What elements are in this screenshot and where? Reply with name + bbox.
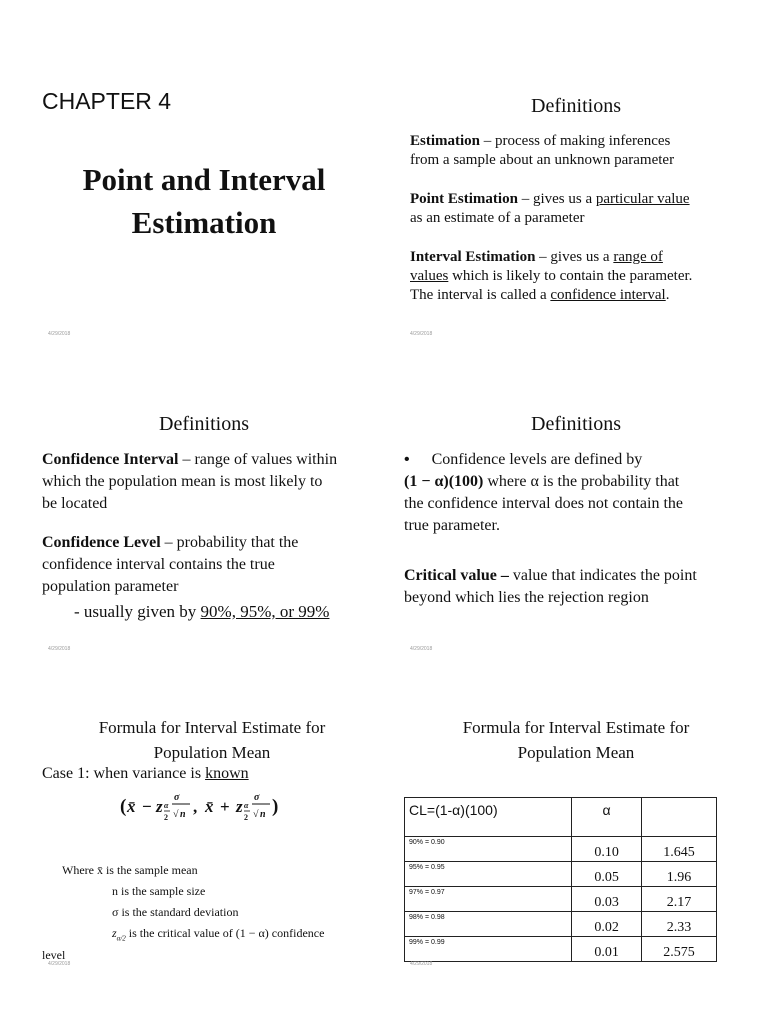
where-item: Where x̄ is the sample mean xyxy=(62,863,198,877)
svg-text:α: α xyxy=(244,801,249,810)
definition-text: – probability that the xyxy=(160,534,299,551)
estimation-definition xyxy=(410,132,750,170)
definition-text: value that indicates the point xyxy=(508,567,697,584)
cell-cl: 95% = 0.95 xyxy=(405,862,572,887)
definition-text: the confidence interval does not contain the xyxy=(404,495,684,512)
definition-text: – gives us a xyxy=(517,191,596,207)
underlined-text: range of xyxy=(613,249,663,265)
slide-4-title: Definitions xyxy=(531,413,621,435)
header-cell-cl: CL=(1-α)(100) xyxy=(405,798,572,837)
z-alpha-symbol: $z_{\alpha/2}$ xyxy=(112,926,126,943)
definition-text: confidence interval contains the true xyxy=(42,556,275,573)
bullet-icon: • xyxy=(404,451,410,468)
svg-text:x̄: x̄ xyxy=(205,797,214,816)
svg-text:x̄: x̄ xyxy=(127,797,136,816)
where-list xyxy=(62,860,382,949)
svg-text:n: n xyxy=(180,809,186,820)
slide-4 xyxy=(384,365,768,685)
cell-cl: 90% = 0.90 xyxy=(405,837,572,862)
svg-text:σ: σ xyxy=(254,792,260,803)
cell-alpha: 0.05 xyxy=(572,862,642,887)
confidence-levels-bullet xyxy=(404,449,754,537)
slide-date: 4/29/2018 xyxy=(410,961,433,967)
underlined-text: known xyxy=(205,765,249,782)
term: Confidence Level xyxy=(42,534,161,551)
term: Critical value – xyxy=(404,567,509,584)
definition-text: – process of making inferences xyxy=(480,133,671,149)
slide-6 xyxy=(384,680,768,1000)
svg-text:√: √ xyxy=(173,809,179,820)
confidence-level-definition xyxy=(42,532,377,598)
underlined-text: confidence interval xyxy=(550,287,666,303)
where-item: n is the sample size xyxy=(112,884,206,898)
slide-5-title-line1: Formula for Interval Estimate for xyxy=(98,718,326,737)
slide-1-title-line2: Estimation xyxy=(131,205,277,240)
slide-6-title-line1: Formula for Interval Estimate for xyxy=(462,718,690,737)
slide-date: 4/29/2018 xyxy=(410,646,433,652)
slide-3 xyxy=(0,365,384,685)
term: Confidence Interval xyxy=(42,451,179,468)
cell-z: 1.645 xyxy=(642,837,717,862)
svg-text:(: ( xyxy=(120,796,127,817)
chapter-label: CHAPTER 4 xyxy=(42,88,172,114)
definition-text: be located xyxy=(42,495,108,512)
slide-date: 4/29/2018 xyxy=(410,331,433,337)
slide-date: 4/29/2018 xyxy=(48,646,71,652)
cell-alpha: 0.02 xyxy=(572,912,642,937)
underlined-text: values xyxy=(410,268,449,284)
slide-5-title-line2: Population Mean xyxy=(153,743,271,762)
svg-text:,: , xyxy=(193,797,198,816)
point-estimation-definition xyxy=(410,190,750,228)
definition-text: where α is the probability that xyxy=(483,473,680,490)
table-row xyxy=(405,887,717,912)
critical-values-table xyxy=(404,797,717,962)
table-row xyxy=(405,937,717,962)
underlined-text: 90%, 95%, or 99% xyxy=(200,602,330,621)
cell-cl: 99% = 0.99 xyxy=(405,937,572,962)
interval-estimation-definition xyxy=(410,248,760,305)
slide-date: 4/29/2018 xyxy=(48,331,71,337)
cell-z: 2.17 xyxy=(642,887,717,912)
svg-text:2: 2 xyxy=(164,813,168,822)
confidence-interval-definition xyxy=(42,449,377,515)
slide-2-title: Definitions xyxy=(531,95,621,117)
cell-alpha: 0.03 xyxy=(572,887,642,912)
svg-text:+: + xyxy=(220,797,230,816)
definition-text: Case 1: when variance is xyxy=(42,765,206,782)
definition-text: . xyxy=(665,287,670,303)
svg-text:σ: σ xyxy=(174,792,180,803)
table-row xyxy=(405,862,717,887)
cell-cl: 98% = 0.98 xyxy=(405,912,572,937)
cell-z: 2.33 xyxy=(642,912,717,937)
slide-date: 4/29/2018 xyxy=(48,961,71,967)
definition-text: – gives us a xyxy=(535,249,614,265)
svg-text:z: z xyxy=(156,797,163,816)
where-level: level xyxy=(42,948,66,962)
svg-text:z: z xyxy=(236,797,243,816)
svg-text:2: 2 xyxy=(244,813,248,822)
slide-3-title: Definitions xyxy=(159,413,249,435)
header-cell-alpha: α xyxy=(572,798,642,837)
definition-text: Confidence levels are defined by xyxy=(431,451,643,468)
svg-text:−: − xyxy=(142,797,152,816)
svg-text:α: α xyxy=(164,801,169,810)
cell-z: 2.575 xyxy=(642,937,717,962)
definition-text: which is likely to contain the parameter. xyxy=(448,268,693,284)
slide-1-title-line1: Point and Interval xyxy=(82,162,326,197)
slide-6-title-line2: Population Mean xyxy=(517,743,635,762)
where-item: σ is the standard deviation xyxy=(112,905,239,919)
term: Estimation xyxy=(410,133,481,149)
svg-text:n: n xyxy=(260,809,266,820)
definition-text: as an estimate of a parameter xyxy=(410,210,585,226)
interval-formula xyxy=(118,788,308,836)
cell-z: 1.96 xyxy=(642,862,717,887)
underlined-text: particular value xyxy=(595,191,690,207)
cell-alpha: 0.01 xyxy=(572,937,642,962)
term: Point Estimation xyxy=(410,191,518,207)
definition-text: which the population mean is most likely to xyxy=(42,473,323,490)
cell-cl: 97% = 0.97 xyxy=(405,887,572,912)
slide-2 xyxy=(384,50,768,370)
definition-text: - usually given by xyxy=(74,602,201,621)
slide-5 xyxy=(0,680,384,1000)
table-row xyxy=(405,837,717,862)
slide-1 xyxy=(0,50,384,370)
definition-text: true parameter. xyxy=(404,517,500,534)
where-item xyxy=(62,923,382,949)
term: Interval Estimation xyxy=(410,249,536,265)
cell-alpha: 0.10 xyxy=(572,837,642,862)
table-header-row xyxy=(405,798,717,837)
header-cell-z xyxy=(642,798,717,837)
definition-text: The interval is called a xyxy=(410,287,551,303)
svg-text:): ) xyxy=(272,796,279,817)
svg-text:√: √ xyxy=(253,809,259,820)
definition-text: population parameter xyxy=(42,578,179,595)
definition-text: beyond which lies the rejection region xyxy=(404,589,649,606)
definition-text: – range of values within xyxy=(178,451,338,468)
formula-text: (1 − α)(100) xyxy=(404,473,484,490)
usually-given-line xyxy=(74,602,329,622)
definition-text: from a sample about an unknown parameter xyxy=(410,152,675,168)
table-row xyxy=(405,912,717,937)
case-line xyxy=(42,765,249,783)
critical-value-definition xyxy=(404,565,754,609)
definition-text: is the critical value of (1 − α) confidence xyxy=(128,926,325,940)
